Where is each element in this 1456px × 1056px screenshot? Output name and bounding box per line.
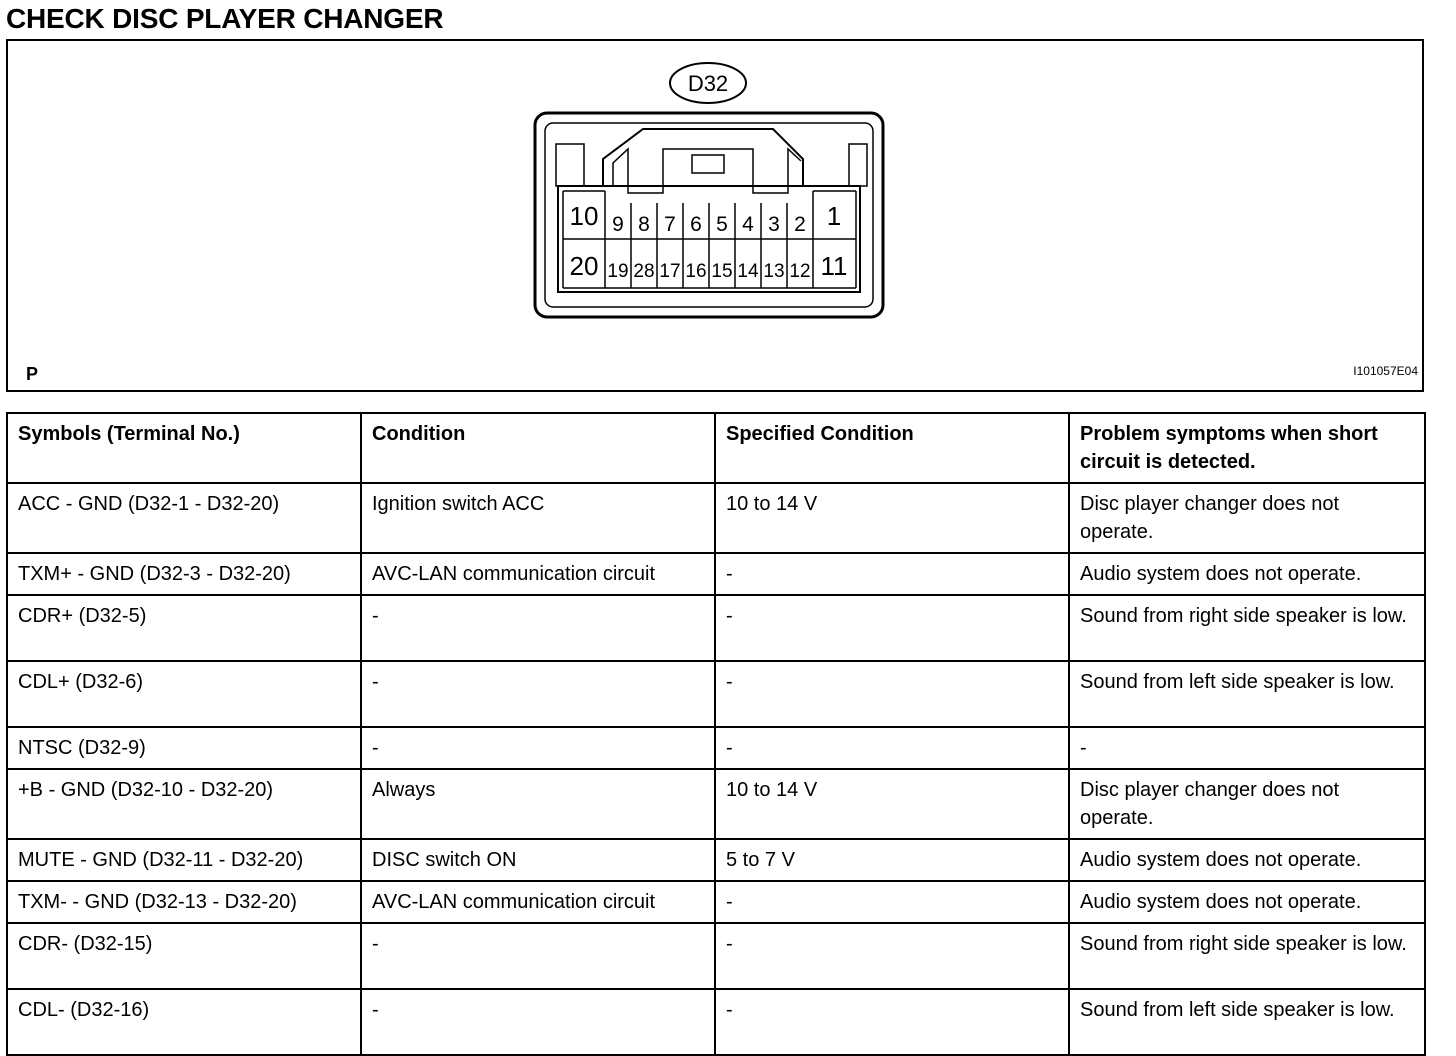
cell-condition: AVC-LAN communication circuit [361, 881, 715, 923]
connector-diagram [6, 39, 1424, 392]
table-row [7, 769, 1425, 839]
cell-symptom: - [1069, 727, 1425, 769]
table-header-row [7, 413, 1425, 483]
header-problem-symptoms: Problem symptoms when short circuit is detected. [1069, 413, 1425, 483]
cell-condition: - [361, 923, 715, 989]
cell-symbol: CDR+ (D32-5) [7, 595, 361, 661]
cell-condition: Always [361, 769, 715, 839]
lock-key [692, 155, 724, 173]
page-title: CHECK DISC PLAYER CHANGER [6, 3, 444, 34]
terminal-5: 5 [716, 213, 728, 236]
specification-table [6, 412, 1426, 1056]
table-row [7, 661, 1425, 727]
cell-specified: - [715, 881, 1069, 923]
cell-symbol: +B - GND (D32-10 - D32-20) [7, 769, 361, 839]
cell-symptom: Sound from right side speaker is low. [1069, 595, 1425, 661]
table-row [7, 727, 1425, 769]
cell-symptom: Audio system does not operate. [1069, 553, 1425, 595]
cell-symbol: ACC - GND (D32-1 - D32-20) [7, 483, 361, 553]
terminal-14: 14 [737, 261, 759, 282]
table-row [7, 839, 1425, 881]
connector-id-label: D32 [687, 71, 729, 96]
cell-specified: - [715, 923, 1069, 989]
table-row [7, 595, 1425, 661]
cell-specified: - [715, 661, 1069, 727]
cell-symptom: Disc player changer does not operate. [1069, 483, 1425, 553]
cell-specified: 5 to 7 V [715, 839, 1069, 881]
table-row [7, 553, 1425, 595]
cell-condition: - [361, 989, 715, 1055]
cell-symbol: TXM+ - GND (D32-3 - D32-20) [7, 553, 361, 595]
cell-specified: - [715, 989, 1069, 1055]
terminal-19: 19 [607, 261, 629, 282]
cell-specified: - [715, 727, 1069, 769]
terminal-8: 8 [638, 213, 650, 236]
header-specified-condition: Specified Condition [715, 413, 1069, 483]
cell-specified: 10 to 14 V [715, 483, 1069, 553]
left-tab [556, 144, 584, 186]
terminal-20: 20 [569, 251, 599, 281]
cell-specified: 10 to 14 V [715, 769, 1069, 839]
terminal-17: 17 [659, 261, 681, 282]
cell-symbol: CDL- (D32-16) [7, 989, 361, 1055]
cell-symbol: NTSC (D32-9) [7, 727, 361, 769]
terminal-28: 28 [633, 261, 655, 282]
cell-symptom: Sound from left side speaker is low. [1069, 661, 1425, 727]
terminal-16: 16 [685, 261, 707, 282]
terminal-11: 11 [820, 251, 848, 281]
cell-symptom: Audio system does not operate. [1069, 881, 1425, 923]
terminal-4: 4 [742, 213, 754, 236]
cell-condition: - [361, 595, 715, 661]
cell-condition: Ignition switch ACC [361, 483, 715, 553]
terminal-12: 12 [789, 261, 811, 282]
lock-outer [603, 129, 803, 186]
figure-id: I101057E04 [1353, 364, 1418, 378]
cell-specified: - [715, 553, 1069, 595]
terminal-10: 10 [569, 201, 599, 231]
table-row [7, 483, 1425, 553]
cell-symbol: MUTE - GND (D32-11 - D32-20) [7, 839, 361, 881]
cell-symbol: TXM- - GND (D32-13 - D32-20) [7, 881, 361, 923]
terminal-1: 1 [826, 201, 842, 231]
table-row [7, 881, 1425, 923]
cell-symptom: Sound from right side speaker is low. [1069, 923, 1425, 989]
table-row [7, 989, 1425, 1055]
terminal-9: 9 [612, 213, 624, 236]
cell-condition: - [361, 727, 715, 769]
corner-code: P [26, 364, 39, 384]
terminal-6: 6 [690, 213, 702, 236]
connector-drawing [8, 41, 1422, 390]
cell-specified: - [715, 595, 1069, 661]
cell-symptom: Audio system does not operate. [1069, 839, 1425, 881]
terminal-2: 2 [794, 213, 806, 236]
header-condition: Condition [361, 413, 715, 483]
cell-symptom: Disc player changer does not operate. [1069, 769, 1425, 839]
right-tab [849, 144, 867, 186]
cell-symptom: Sound from left side speaker is low. [1069, 989, 1425, 1055]
terminal-13: 13 [763, 261, 785, 282]
cell-condition: AVC-LAN communication circuit [361, 553, 715, 595]
table-row [7, 923, 1425, 989]
cell-symbol: CDL+ (D32-6) [7, 661, 361, 727]
cell-symbol: CDR- (D32-15) [7, 923, 361, 989]
cell-condition: DISC switch ON [361, 839, 715, 881]
header-symbols: Symbols (Terminal No.) [7, 413, 361, 483]
terminal-15: 15 [711, 261, 733, 282]
terminal-7: 7 [664, 213, 676, 236]
terminal-3: 3 [768, 213, 780, 236]
cell-condition: - [361, 661, 715, 727]
